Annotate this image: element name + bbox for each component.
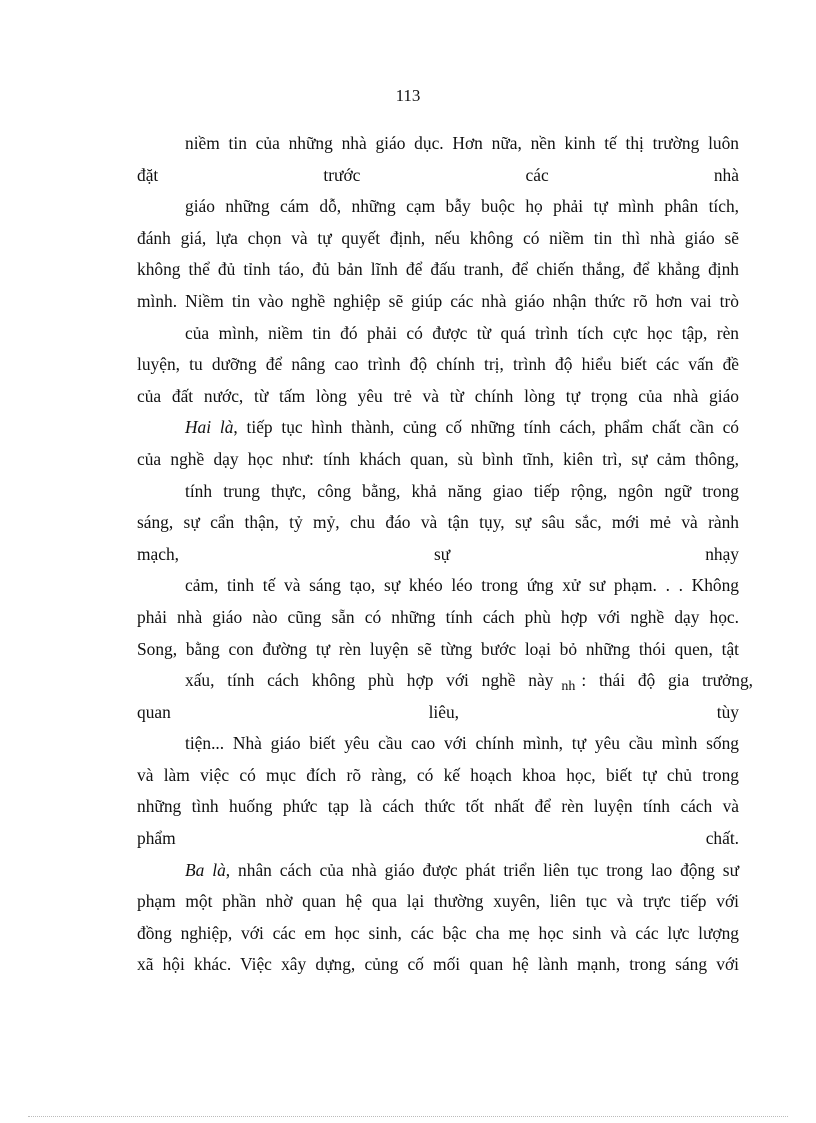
text-segment: tiện... Nhà giáo biết yêu cầu cao với chính mình, tự yêu cầu mình sống [185,733,739,754]
text-line [137,665,753,697]
italic-lead: Ba là [185,859,226,880]
text-line [137,697,739,729]
text-line [137,886,739,918]
text-word: nhà [713,164,739,185]
page-number: 113 [395,86,421,105]
italic-lead: Hai là [185,417,234,438]
text-word: phẩm [137,828,176,849]
text-line [137,191,739,223]
text-line [137,381,739,413]
text-segment: đánh giá, lựa chọn và tự quyết định, nếu không có niềm tin thì nhà giáo sẽ [137,227,739,248]
text-line [137,286,739,318]
text-word: tùy [716,701,739,722]
text-segment: của nghề dạy học như: tính khách quan, sù bình tĩnh, kiên trì, sự cảm thông, [137,448,739,469]
text-word: mạch, [137,543,180,564]
text-line [137,160,739,192]
text-word: nhạy [705,543,739,564]
text-segment: của đất nước, từ tấm lòng yêu trẻ và từ chính lòng tự trọng của nhà giáo [137,385,739,406]
text-word: đặt [137,164,159,185]
text-segment: xấu, tính cách không phù hợp với nghề này [185,670,554,691]
text-line [137,444,739,476]
page-bottom-divider [28,1116,788,1117]
text-segment: giáo những cám dỗ, những cạm bẫy buộc họ phải tự mình phân tích, [185,196,739,217]
text-line [137,570,739,602]
text-segment: sáng, sự cẩn thận, tỷ mỷ, chu đáo và tận tụy, sự sâu sắc, mới mẻ và rành [137,512,739,533]
text-segment: , tiếp tục hình thành, củng cố những tính cách, phẩm chất cần có [233,417,739,438]
text-line [137,539,739,571]
text-segment: và làm việc có mục đích rõ ràng, có kế hoạch khoa học, biết tự chủ trong [137,764,739,785]
text-word: các [525,164,549,185]
text-line [137,223,739,255]
text-line [137,634,739,666]
text-word: chất. [705,828,739,849]
text-word: liêu, [428,701,459,722]
text-line [137,128,739,160]
text-line [137,918,739,950]
text-line [137,791,739,823]
text-segment: phải nhà giáo nào cũng sẵn có những tính cách phù hợp với nghề dạy học. [137,606,739,627]
text-segment: luyện, tu dưỡng để nâng cao trình độ chính trị, trình độ hiểu biết các vấn đề [137,354,739,375]
text-line [137,349,739,381]
inline-small-text: nh [561,679,576,695]
text-segment: tính trung thực, công bằng, khả năng giao tiếp rộng, ngôn ngữ trong [185,480,739,501]
text-segment: Song, bằng con đường tự rèn luyện sẽ từng bước loại bỏ những thói quen, tật [137,638,739,659]
text-segment: cảm, tinh tế và sáng tạo, sự khéo léo trong ứng xử sư phạm. . . Không [185,575,739,596]
text-word: quan [137,701,171,722]
text-line [137,602,739,634]
text-word: trước [323,164,361,185]
text-line [137,476,739,508]
text-segment: đồng nghiệp, với các em học sinh, các bậc cha mẹ học sinh và các lực lượng [137,922,739,943]
text-segment: mình. Niềm tin vào nghề nghiệp sẽ giúp các nhà giáo nhận thức rõ hơn vai trò [137,290,739,311]
body-text [137,128,753,981]
text-segment: niềm tin của những nhà giáo dục. Hơn nữa, nền kinh tế thị trường luôn [185,133,739,153]
text-line [137,760,739,792]
text-segment: không thể đủ tỉnh táo, đủ bản lĩnh để đấu tranh, để chiến thắng, để khẳng định [137,259,739,280]
text-segment: những tình huống phức tạp là cách thức tốt nhất để rèn luyện tính cách và [137,796,739,817]
text-line [137,507,739,539]
text-line [137,412,739,444]
text-segment: của mình, niềm tin đó phải có được từ quá trình tích cực học tập, rèn [185,322,739,343]
text-line [137,855,739,887]
text-line [137,949,739,981]
text-segment: , nhân cách của nhà giáo được phát triển liên tục trong lao động sư [225,859,739,880]
text-line [137,254,739,286]
text-segment: xã hội khác. Việc xây dựng, củng cố mối quan hệ lành mạnh, trong sáng với [137,954,739,975]
text-segment: phạm một phần nhờ quan hệ qua lại thường xuyên, liên tục và trực tiếp với [137,891,739,912]
text-line [137,728,739,760]
text-word: sự [434,543,451,564]
text-line [137,823,739,855]
text-line [137,318,739,350]
text-segment: : thái độ gia trưởng, [581,670,753,691]
